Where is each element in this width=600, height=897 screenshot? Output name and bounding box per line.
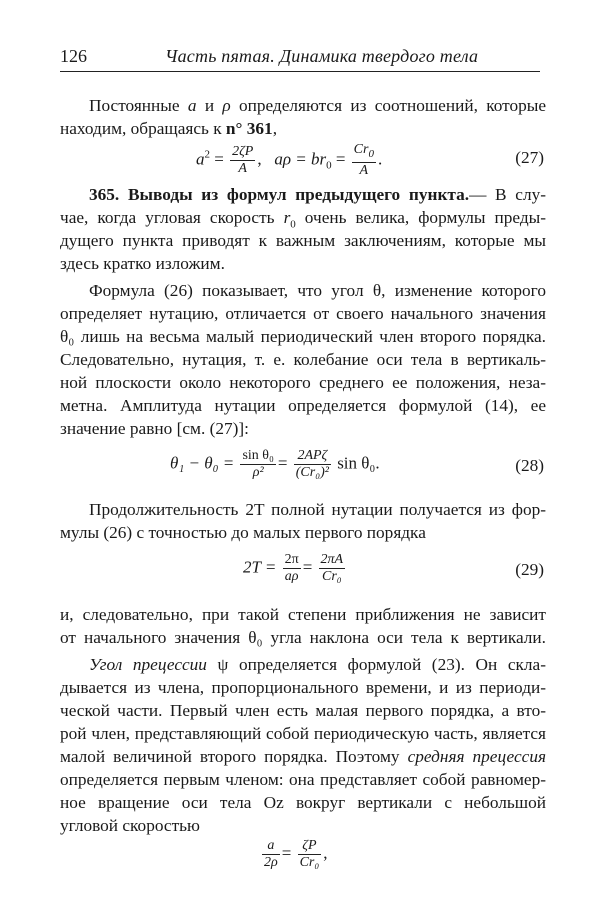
para4-line1: и, следовательно, при такой степени приближения не зависит — [60, 605, 546, 624]
running-head: Часть пятая. Динамика твердого тела — [165, 46, 479, 66]
para1-line1: Постоянные a и ρ определяются из соотношений, которые — [89, 96, 547, 115]
page-header — [60, 40, 540, 70]
equation-precession: $\frac{a}{2\rho}$ = $\frac{\zeta P}{\text{Cr₀}}$ , — [264, 838, 328, 870]
para5-line1: Угол прецессии ψ определяется формулой (23). Он скла- — [89, 655, 546, 674]
para1-line2: находим, обращаясь к n° 361, — [60, 119, 278, 138]
header-rule — [60, 71, 540, 72]
equation-27-number: (27) — [515, 148, 544, 167]
para2-line4: Следовательно, нутация, т. е. колебание оси тела в вертикаль- — [60, 350, 546, 369]
para5-line6: определяется первым членом: она представляет собой равномер- — [60, 770, 546, 789]
para2-line2: определяет нутацию, отличается от своего начального значения — [60, 304, 546, 323]
section-365-line2: чае, когда угловая скорость $r_0$ очень велика, формулы преды- — [60, 208, 547, 231]
para2-line5: ной плоскости около некоторого среднего ее положения, неза- — [60, 373, 546, 392]
para5-line2: дывается из члена, пропорционального времени, и из периоди- — [60, 678, 546, 697]
equation-28: θ₁ − θ₀ = $\frac{\text{sin θ₀}}{\text{ρ²}}$ = $\frac{\text{2APζ}}{\text{(Cr₀)²}}$ sin θ₀. — [170, 448, 380, 480]
section-365-heading: 365. Выводы из формул предыдущего пункта.— В слу- — [89, 185, 546, 204]
para5-line4: рой член, представляющий собой периодическую часть, является — [60, 724, 546, 743]
para3-line1: Продолжительность 2T полной нутации получается из фор- — [89, 500, 546, 519]
para5-line7: ное вращение оси тела Oz вокруг вертикали с небольшой — [60, 793, 546, 812]
para5-line3: ческой части. Первый член есть малая первого порядка, а вто- — [60, 701, 546, 720]
para5-line5: малой величиной второго порядка. Поэтому средняя прецессия — [60, 747, 547, 766]
para2-line1: Формула (26) показывает, что угол θ, изменение которого — [89, 281, 546, 300]
section-365-title: 365. Выводы из формул предыдущего пункта. — [89, 185, 470, 204]
equation-27: $a^2$ = $\frac{2\zeta P}{A}$ , $a\rho = br_0$ = $\frac{Cr_0}{A}$ . — [196, 142, 383, 178]
equation-29-number: (29) — [515, 560, 544, 579]
page-number: 126 — [60, 46, 87, 66]
equation-29: 2T = $\frac{2\pi}{a\rho}$ = $\frac{2\pi A}{\text{Cr₀}}$ — [243, 552, 344, 584]
para5-line8: угловой скоростью — [60, 816, 200, 835]
para3-line2: мулы (26) с точностью до малых первого порядка — [60, 523, 426, 542]
para2-line7: значение равно [см. (27)]: — [60, 419, 249, 438]
para4-line2: от начального значения θ₀ угла наклона оси тела к вертикали. — [60, 628, 546, 647]
section-365-line4: здесь кратко изложим. — [60, 254, 225, 273]
section-365-line3: дущего пункта приводят к важным заключениям, которые мы — [60, 231, 546, 250]
equation-28-number: (28) — [515, 456, 544, 475]
para2-line6: метна. Амплитуда нутации определяется формулой (14), ее — [60, 396, 546, 415]
para2-line3: θ₀ лишь на весьма малый периодический член второго порядка. — [60, 327, 546, 346]
